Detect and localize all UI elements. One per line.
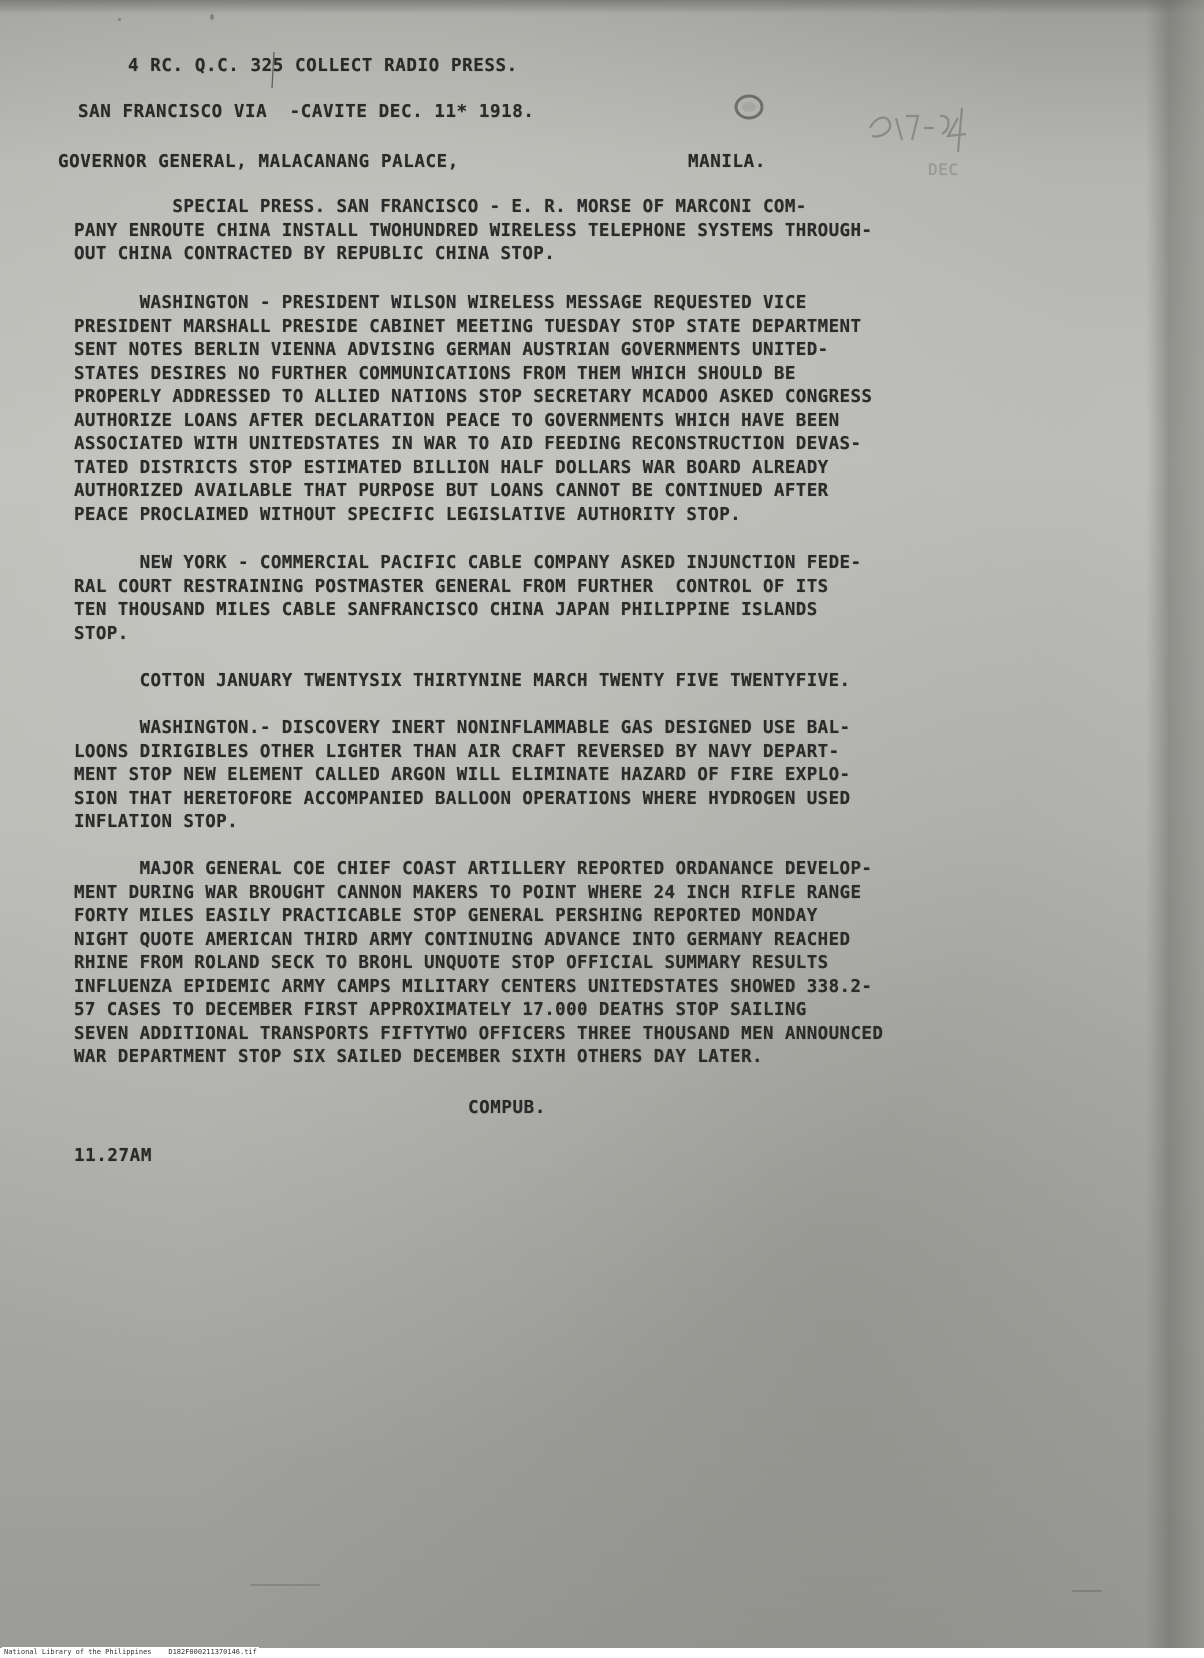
paragraph-line: SION THAT HERETOFORE ACCOMPANIED BALLOON OPERATIONS WHERE HYDROGEN USED — [74, 788, 851, 809]
paragraph-line: FORTY MILES EASILY PRACTICABLE STOP GENERAL PERSHING REPORTED MONDAY — [74, 906, 818, 926]
paragraph-line: TATED DISTRICTS STOP ESTIMATED BILLION HALF DOLLARS WAR BOARD ALREADY — [74, 457, 829, 478]
paragraph-line: PANY ENROUTE CHINA INSTALL TWOHUNDRED WIRELESS TELEPHONE SYSTEMS THROUGH- — [74, 220, 873, 241]
paragraph-line: INFLUENZA EPIDEMIC ARMY CAMPS MILITARY CENTERS UNITEDSTATES SHOWED 338.2- — [74, 976, 873, 997]
paragraph-line: WASHINGTON.- DISCOVERY INERT NONINFLAMMABLE GAS DESIGNED USE BAL- — [74, 718, 851, 738]
top-shadow-band — [0, 0, 1204, 14]
news-paragraph-4 — [74, 670, 850, 694]
received-time: 11.27AM — [74, 1146, 152, 1166]
paragraph-line: NEW YORK - COMMERCIAL PACIFIC CABLE COMPANY ASKED INJUNCTION FEDE- — [74, 553, 862, 573]
scan-speck — [118, 18, 121, 21]
paragraph-line: AUTHORIZE LOANS AFTER DECLARATION PEACE TO GOVERNMENTS WHICH HAVE BEEN — [74, 410, 840, 431]
paragraph-line: INFLATION STOP. — [74, 812, 239, 832]
news-paragraph-5 — [74, 717, 850, 835]
addressee-city: MANILA. — [688, 152, 766, 172]
news-paragraph-1 — [74, 196, 872, 267]
paragraph-line: PROPERLY ADDRESSED TO ALLIED NATIONS STOP SECRETARY MCADOO ASKED CONGRESS — [74, 387, 873, 407]
paragraph-line: SENT NOTES BERLIN VIENNA ADVISING GERMAN AUSTRIAN GOVERNMENTS UNITED- — [74, 340, 829, 360]
paragraph-line: LOONS DIRIGIBLES OTHER LIGHTER THAN AIR CRAFT REVERSED BY NAVY DEPART- — [74, 741, 840, 762]
paragraph-line: NIGHT QUOTE AMERICAN THIRD ARMY CONTINUING ADVANCE INTO GERMANY REACHED — [74, 929, 851, 950]
paragraph-line: AUTHORIZED AVAILABLE THAT PURPOSE BUT LOANS CANNOT BE CONTINUED AFTER — [74, 481, 829, 501]
scan-speck — [210, 14, 214, 20]
header-line-1: 4 RC. Q.C. 325 COLLECT RADIO PRESS. — [128, 56, 518, 76]
news-paragraph-2 — [74, 292, 872, 527]
signature-compub: COMPUB. — [468, 1098, 546, 1118]
paper-edge-shadow — [1146, 0, 1204, 1658]
pencil-tick-mark — [268, 50, 280, 90]
paragraph-line: WASHINGTON - PRESIDENT WILSON WIRELESS MESSAGE REQUESTED VICE — [74, 293, 807, 313]
scan-speck — [250, 1584, 320, 1586]
paragraph-line: SEVEN ADDITIONAL TRANSPORTS FIFTYTWO OFFICERS THREE THOUSAND MEN ANNOUNCED — [74, 1023, 884, 1044]
paragraph-line: SPECIAL PRESS. SAN FRANCISCO - E. R. MORSE OF MARCONI COM- — [74, 197, 807, 217]
paragraph-line: PRESIDENT MARSHALL PRESIDE CABINET MEETING TUESDAY STOP STATE DEPARTMENT — [74, 316, 862, 337]
paragraph-line: ASSOCIATED WITH UNITEDSTATES IN WAR TO AID FEEDING RECONSTRUCTION DEVAS- — [74, 434, 862, 454]
paragraph-line: MENT STOP NEW ELEMENT CALLED ARGON WILL ELIMINATE HAZARD OF FIRE EXPLO- — [74, 765, 851, 785]
news-paragraph-3 — [74, 552, 861, 646]
addressee-line: GOVERNOR GENERAL, MALACANANG PALACE, — [58, 152, 459, 172]
paragraph-line: WAR DEPARTMENT STOP SIX SAILED DECEMBER SIXTH OTHERS DAY LATER. — [74, 1047, 763, 1067]
date-stamp-partial: DEC — [928, 160, 959, 179]
paragraph-line: 57 CASES TO DECEMBER FIRST APPROXIMATELY 17.000 DEATHS STOP SAILING — [74, 1000, 807, 1020]
paragraph-line: PEACE PROCLAIMED WITHOUT SPECIFIC LEGISLATIVE AUTHORITY STOP. — [74, 504, 742, 525]
paragraph-line: RHINE FROM ROLAND SECK TO BROHL UNQUOTE STOP OFFICIAL SUMMARY RESULTS — [74, 953, 829, 973]
paragraph-line: OUT CHINA CONTRACTED BY REPUBLIC CHINA STOP. — [74, 244, 556, 264]
header-line-2: SAN FRANCISCO VIA -CAVITE DEC. 11* 1918. — [78, 102, 535, 122]
circled-mark-icon — [732, 92, 766, 122]
scan-speck — [1072, 1590, 1102, 1592]
paragraph-line: MAJOR GENERAL COE CHIEF COAST ARTILLERY REPORTED ORDANANCE DEVELOP- — [74, 859, 873, 879]
paragraph-line: TEN THOUSAND MILES CABLE SANFRANCISCO CHINA JAPAN PHILIPPINE ISLANDS — [74, 600, 818, 620]
news-paragraph-6 — [74, 858, 883, 1070]
paragraph-line: STATES DESIRES NO FURTHER COMMUNICATIONS FROM THEM WHICH SHOULD BE — [74, 363, 796, 384]
paragraph-line: MENT DURING WAR BROUGHT CANNON MAKERS TO POINT WHERE 24 INCH RIFLE RANGE — [74, 882, 862, 903]
paragraph-line: COTTON JANUARY TWENTYSIX THIRTYNINE MARCH TWENTY FIVE TWENTYFIVE. — [74, 671, 851, 691]
paragraph-line: STOP. — [74, 623, 129, 644]
archive-credit: National Library of the Philippines D182F000211370146.tif — [4, 1648, 257, 1656]
paragraph-line: RAL COURT RESTRAINING POSTMASTER GENERAL FROM FURTHER CONTROL OF ITS — [74, 576, 829, 597]
